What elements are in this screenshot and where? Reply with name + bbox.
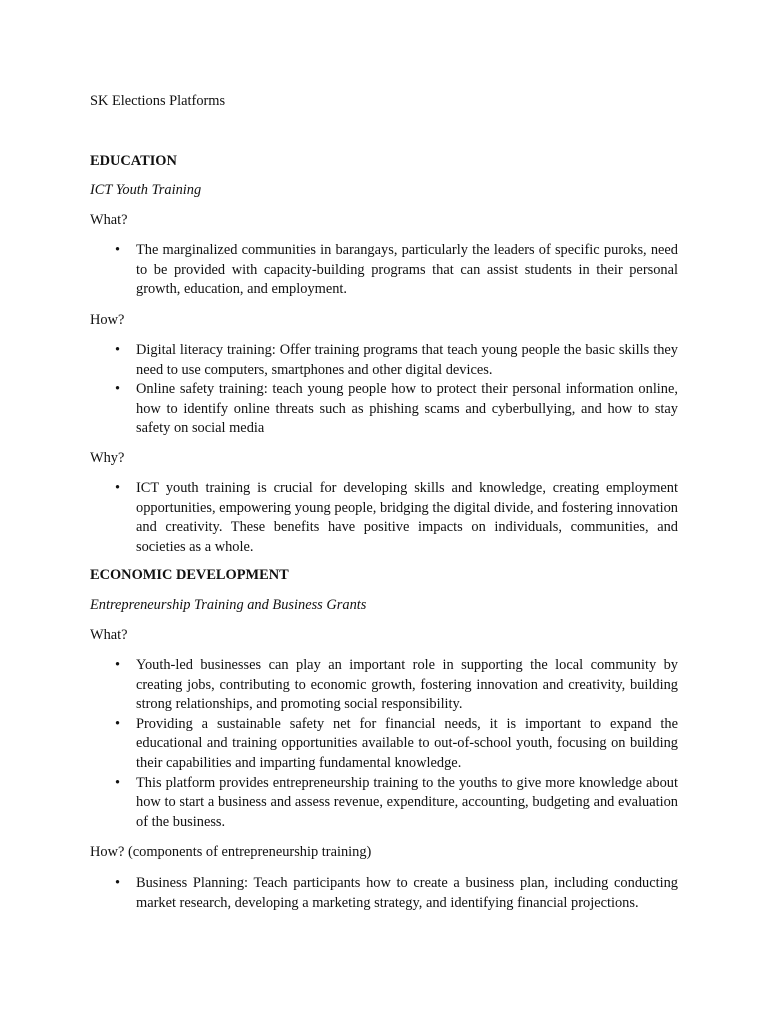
- what-list: [90, 241, 678, 300]
- what-label: What?: [90, 212, 128, 228]
- list-item: • This platform provides entrepreneurship training to the youths to give more knowledge about how to start a business and assess revenue, expenditure, accounting, budgeting and evaluation of the business.: [90, 774, 678, 833]
- list-item: • Youth-led businesses can play an important role in supporting the local community by creating jobs, contributing to economic growth, fostering innovation and creativity, building strong relationships, and promoting social responsibility.: [90, 656, 678, 715]
- list-item: • Online safety training: teach young people how to protect their personal information online, how to identify online threats such as phishing scams and cyberbullying, and how to stay safety on social media: [90, 380, 678, 439]
- section-heading-education: EDUCATION: [90, 153, 177, 169]
- why-label: Why?: [90, 450, 125, 466]
- subheading-entrepreneurship: Entrepreneurship Training and Business Grants: [90, 597, 367, 613]
- what-list: [90, 656, 678, 832]
- list-item: • ICT youth training is crucial for developing skills and knowledge, creating employment opportunities, empowering young people, bridging the digital divide, and fostering innovation and creativity. These benefits have positive impacts on individuals, communities, and societies as a whole.: [90, 479, 678, 557]
- document-title: SK Elections Platforms: [90, 93, 226, 109]
- what-label: What?: [90, 627, 128, 643]
- list-item: • Digital literacy training: Offer training programs that teach young people the basic skills they need to use computers, smartphones and other digital devices.: [90, 341, 678, 380]
- how-label: How? (components of entrepreneurship training): [90, 844, 372, 860]
- list-item: • Business Planning: Teach participants how to create a business plan, including conducting market research, developing a marketing strategy, and identifying financial projections.: [90, 874, 678, 913]
- list-item: • Providing a sustainable safety net for financial needs, it is important to expand the educational and training opportunities available to out-of-school youth, focusing on building their capabilities and imparting fundamental knowledge.: [90, 715, 678, 774]
- how-list: [90, 341, 678, 439]
- list-item: • The marginalized communities in barangays, particularly the leaders of specific puroks, need to be provided with capacity-building programs that can assist students in their personal growth, education, and employment.: [90, 241, 678, 300]
- how-list: [90, 874, 678, 913]
- section-heading-economic-development: ECONOMIC DEVELOPMENT: [90, 567, 289, 583]
- why-list: [90, 479, 678, 557]
- how-label: How?: [90, 312, 125, 328]
- subheading-ict-youth-training: ICT Youth Training: [90, 182, 202, 198]
